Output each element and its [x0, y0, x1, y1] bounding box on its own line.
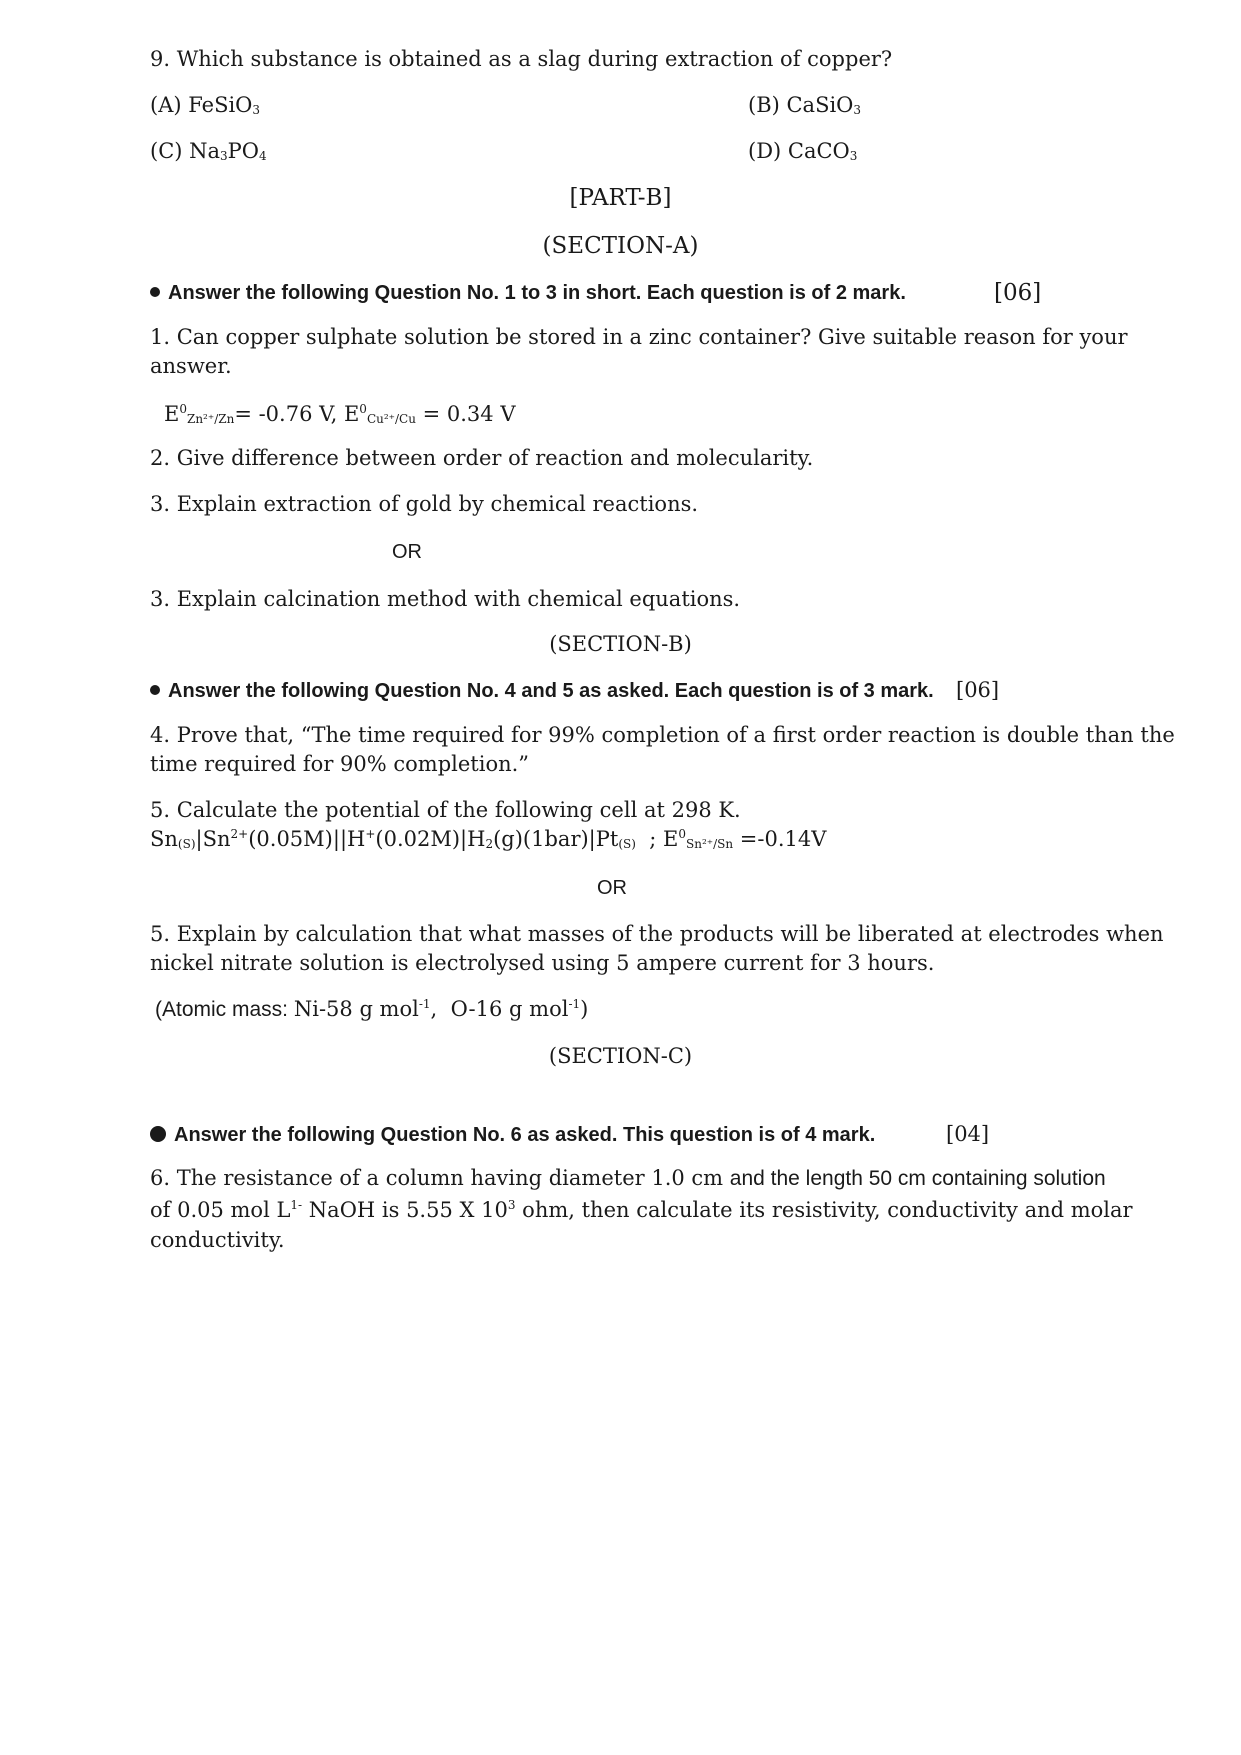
section-c-instruction: Answer the following Question No. 6 as asked. This question is of 4 mark.: [150, 1123, 875, 1147]
section-b-instruction: Answer the following Question No. 4 and 5 as asked. Each question is of 3 mark.: [150, 679, 934, 703]
question-5-cell: $Sn_{(S)}|Sn^{2+}(0.05M)||H^+(0.02M)|H_2(g)(1bar)|Pt_{(S)}$ ; $E^0_{Sn^{2+}/Sn} =-0.14V$: [150, 827, 827, 851]
section-b-heading: (SECTION-B): [549, 632, 692, 656]
section-a-marks: [06]: [994, 280, 1042, 306]
question-1-line1: 1. Can copper sulphate solution be stored in a zinc container? Give suitable reason for your: [150, 325, 1128, 349]
question-1-equation: $E^0_{Zn^{2+}/Zn}= -0.76$ V, $E^0_{Cu^{2+}/Cu} = 0.34$ V: [164, 402, 516, 426]
question-4-line2: time required for 90% completion.”: [150, 752, 530, 776]
section-c-heading: (SECTION-C): [548, 1044, 693, 1068]
atomic-mass-note: (Atomic mass: Ni-58 g mol$^{-1}$, O-16 g mol$^{-1}$): [155, 997, 589, 1021]
option-a: (A) FeSiO$_3$: [150, 93, 261, 117]
question-9: 9. Which substance is obtained as a slag during extraction of copper?: [150, 47, 893, 71]
question-3: 3. Explain extraction of gold by chemical reactions.: [150, 492, 699, 516]
section-a-instruction: Answer the following Question No. 1 to 3 in short. Each question is of 2 mark.: [150, 281, 906, 305]
or-separator-1: OR: [392, 541, 422, 563]
question-6-line2: of 0.05 mol $L^{1-}$ NaOH is 5.55 X $10^3$ ohm, then calculate its resistivity, conductivity and molar: [150, 1198, 1133, 1222]
question-3-alt: 3. Explain calcination method with chemical equations.: [150, 587, 741, 611]
question-5-line1: 5. Calculate the potential of the following cell at 298 K.: [150, 798, 741, 822]
question-5-alt-line2: nickel nitrate solution is electrolysed using 5 ampere current for 3 hours.: [150, 951, 935, 975]
question-2: 2. Give difference between order of reaction and molecularity.: [150, 446, 814, 470]
question-6-line3: conductivity.: [150, 1228, 285, 1252]
bullet-icon: [150, 1126, 166, 1142]
question-4-line1: 4. Prove that, “The time required for 99% completion of a first order reaction is double than the: [150, 723, 1175, 747]
option-c: (C) $Na_3PO_4$: [150, 139, 267, 163]
bullet-icon: [150, 685, 160, 695]
section-a-heading: (SECTION-A): [542, 233, 699, 259]
option-d: (D) CaCO$_3$: [748, 139, 858, 163]
section-b-marks: [06]: [956, 678, 1000, 702]
question-6-line1: 6. The resistance of a column having diameter 1.0 cm and the length 50 cm containing solution: [150, 1166, 1106, 1190]
question-1-line2: answer.: [150, 354, 232, 378]
question-5-alt-line1: 5. Explain by calculation that what masses of the products will be liberated at electrodes when: [150, 922, 1164, 946]
section-c-marks: [04]: [946, 1122, 990, 1146]
or-separator-2: OR: [597, 877, 627, 899]
part-b-heading: [PART-B]: [569, 185, 672, 211]
option-b: (B) CaSiO$_3$: [748, 93, 862, 117]
bullet-icon: [150, 287, 160, 297]
